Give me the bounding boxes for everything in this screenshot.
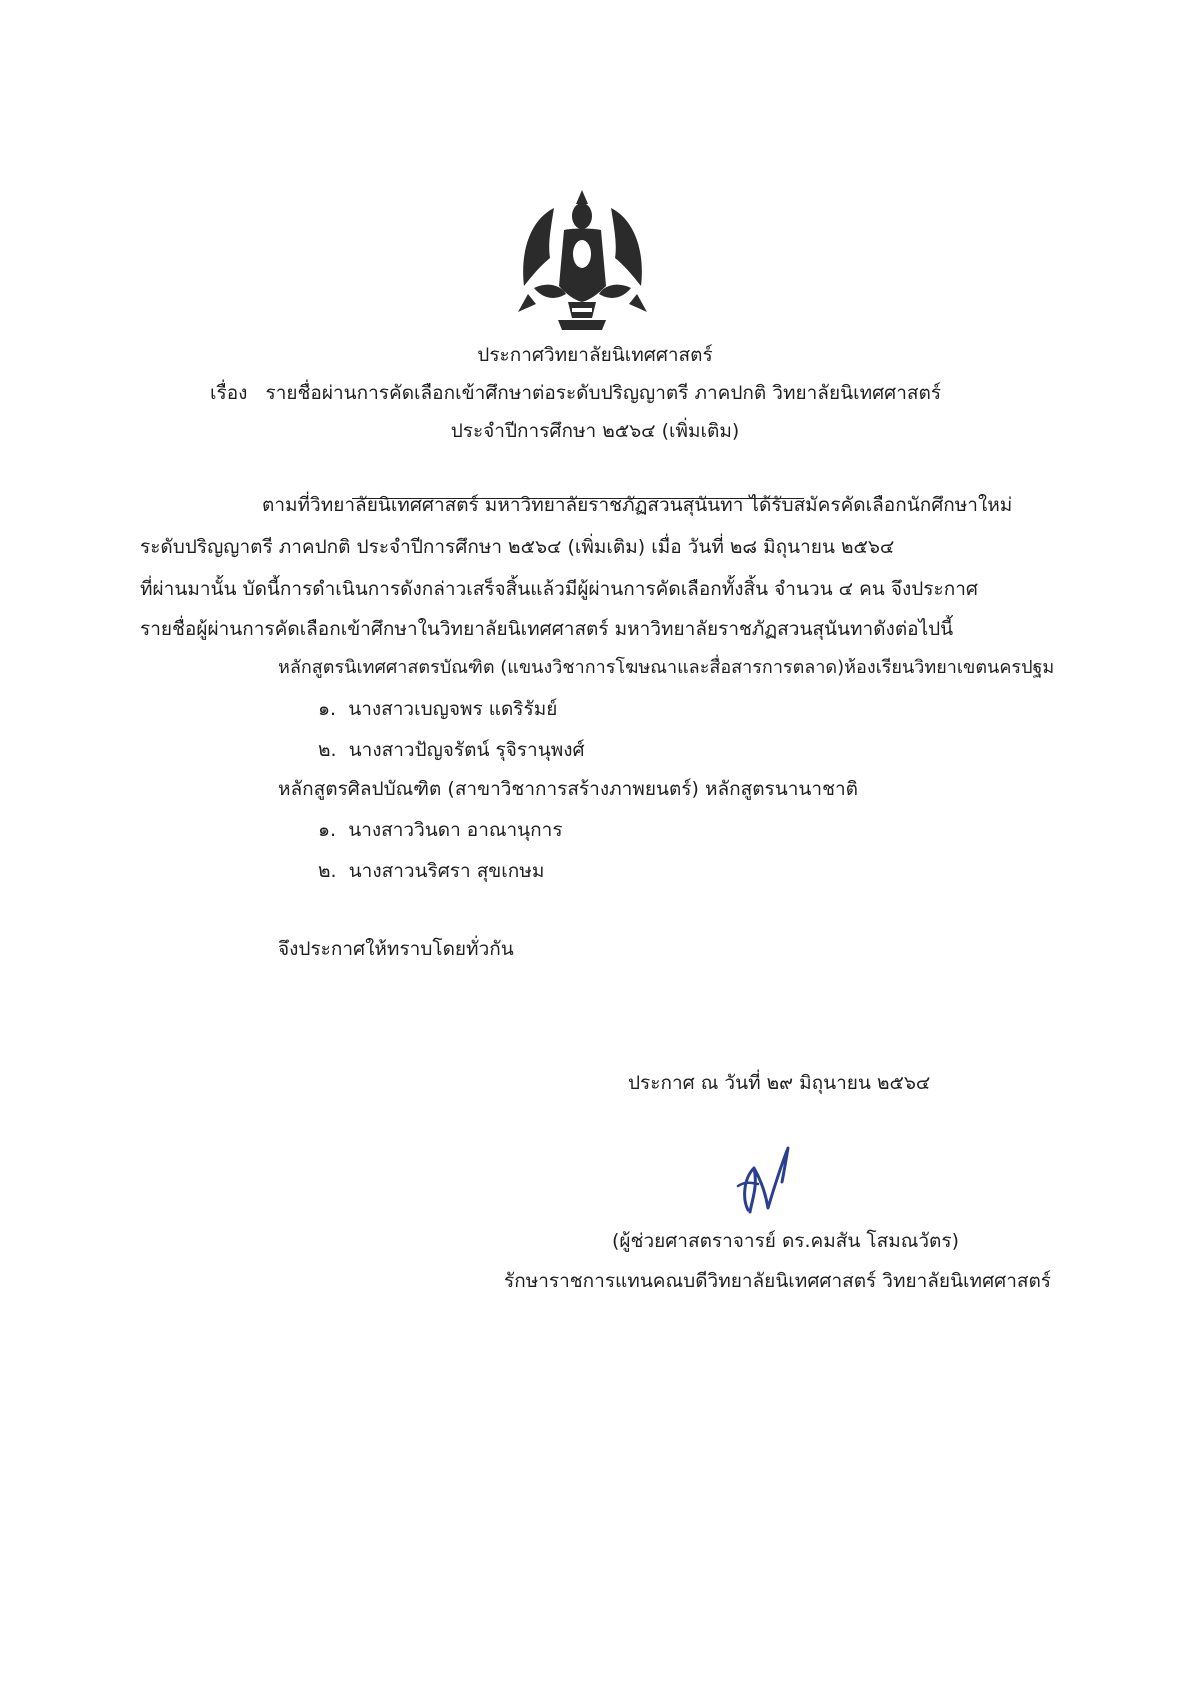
paragraph-line: ที่ผ่านมานั้น บัดนี้การดำเนินการดังกล่าวเสร็จสิ้นแล้วมีผู้ผ่านการคัดเลือกทั้งสิ้น จำนวน ๔ คน จึงประกาศ [140,578,978,600]
student-list-item [318,696,557,722]
student-list-item [318,737,585,763]
subject-text: รายชื่อผ่านการคัดเลือกเข้าศึกษาต่อระดับปริญญาตรี ภาคปกติ วิทยาลัยนิเทศศาสตร์ [265,382,942,404]
student-number: ๒. [318,739,337,761]
program-name: หลักสูตรนิเทศศาสตรบัณฑิต (แขนงวิชาการโฆษณาและสื่อสารการตลาด)ห้องเรียนวิทยาเขตนครปฐม [278,657,1055,678]
announcement-date: ประกาศ ณ วันที่ ๒๙ มิถุนายน ๒๕๖๔ [628,1072,931,1094]
signer-position: รักษาราชการแทนคณบดีวิทยาลัยนิเทศศาสตร์ วิทยาลัยนิเทศศาสตร์ [504,1270,1052,1292]
signature-icon [728,1138,808,1218]
subject-line [210,380,941,406]
student-name: นางสาวเบญจพร แดริรัมย์ [348,698,558,720]
subject-label: เรื่อง [210,382,248,404]
student-name: นางสาววินดา อาณานุการ [348,819,563,841]
garuda-emblem-icon [510,190,655,338]
student-list-item [318,817,563,843]
academic-year-line: ประจำปีการศึกษา ๒๕๖๔ (เพิ่มเติม) [450,420,740,442]
student-number: ๑. [318,819,337,841]
signer-name: (ผู้ช่วยศาสตราจารย์ ดร.คมสัน โสมณวัตร) [612,1230,959,1252]
student-number: ๑. [318,698,337,720]
announcement-title: ประกาศวิทยาลัยนิเทศศาสตร์ [477,344,713,366]
student-number: ๒. [318,860,337,882]
paragraph-line: ระดับปริญญาตรี ภาคปกติ ประจำปีการศึกษา ๒๕๖๔ (เพิ่มเติม) เมื่อ วันที่ ๒๘ มิถุนายน ๒๕๖๔ [140,536,895,558]
paragraph-line: ตามที่วิทยาลัยนิเทศศาสตร์ มหาวิทยาลัยราชภัฏสวนสุนันทา ได้รับสมัครคัดเลือกนักศึกษาใหม่ [262,494,1013,516]
student-name: นางสาวปัญจรัตน์ รุจิรานุพงศ์ [348,739,585,761]
student-list-item [318,858,544,884]
paragraph-line: รายชื่อผู้ผ่านการคัดเลือกเข้าศึกษาในวิทยาลัยนิเทศศาสตร์ มหาวิทยาลัยราชภัฏสวนสุนันทาดังต่อไปนี้ [140,618,954,640]
program-name: หลักสูตรศิลปบัณฑิต (สาขาวิชาการสร้างภาพยนตร์) หลักสูตรนานาชาติ [278,778,858,800]
student-name: นางสาวนริศรา สุขเกษม [348,860,545,882]
closing-statement: จึงประกาศให้ทราบโดยทั่วกัน [278,938,514,960]
